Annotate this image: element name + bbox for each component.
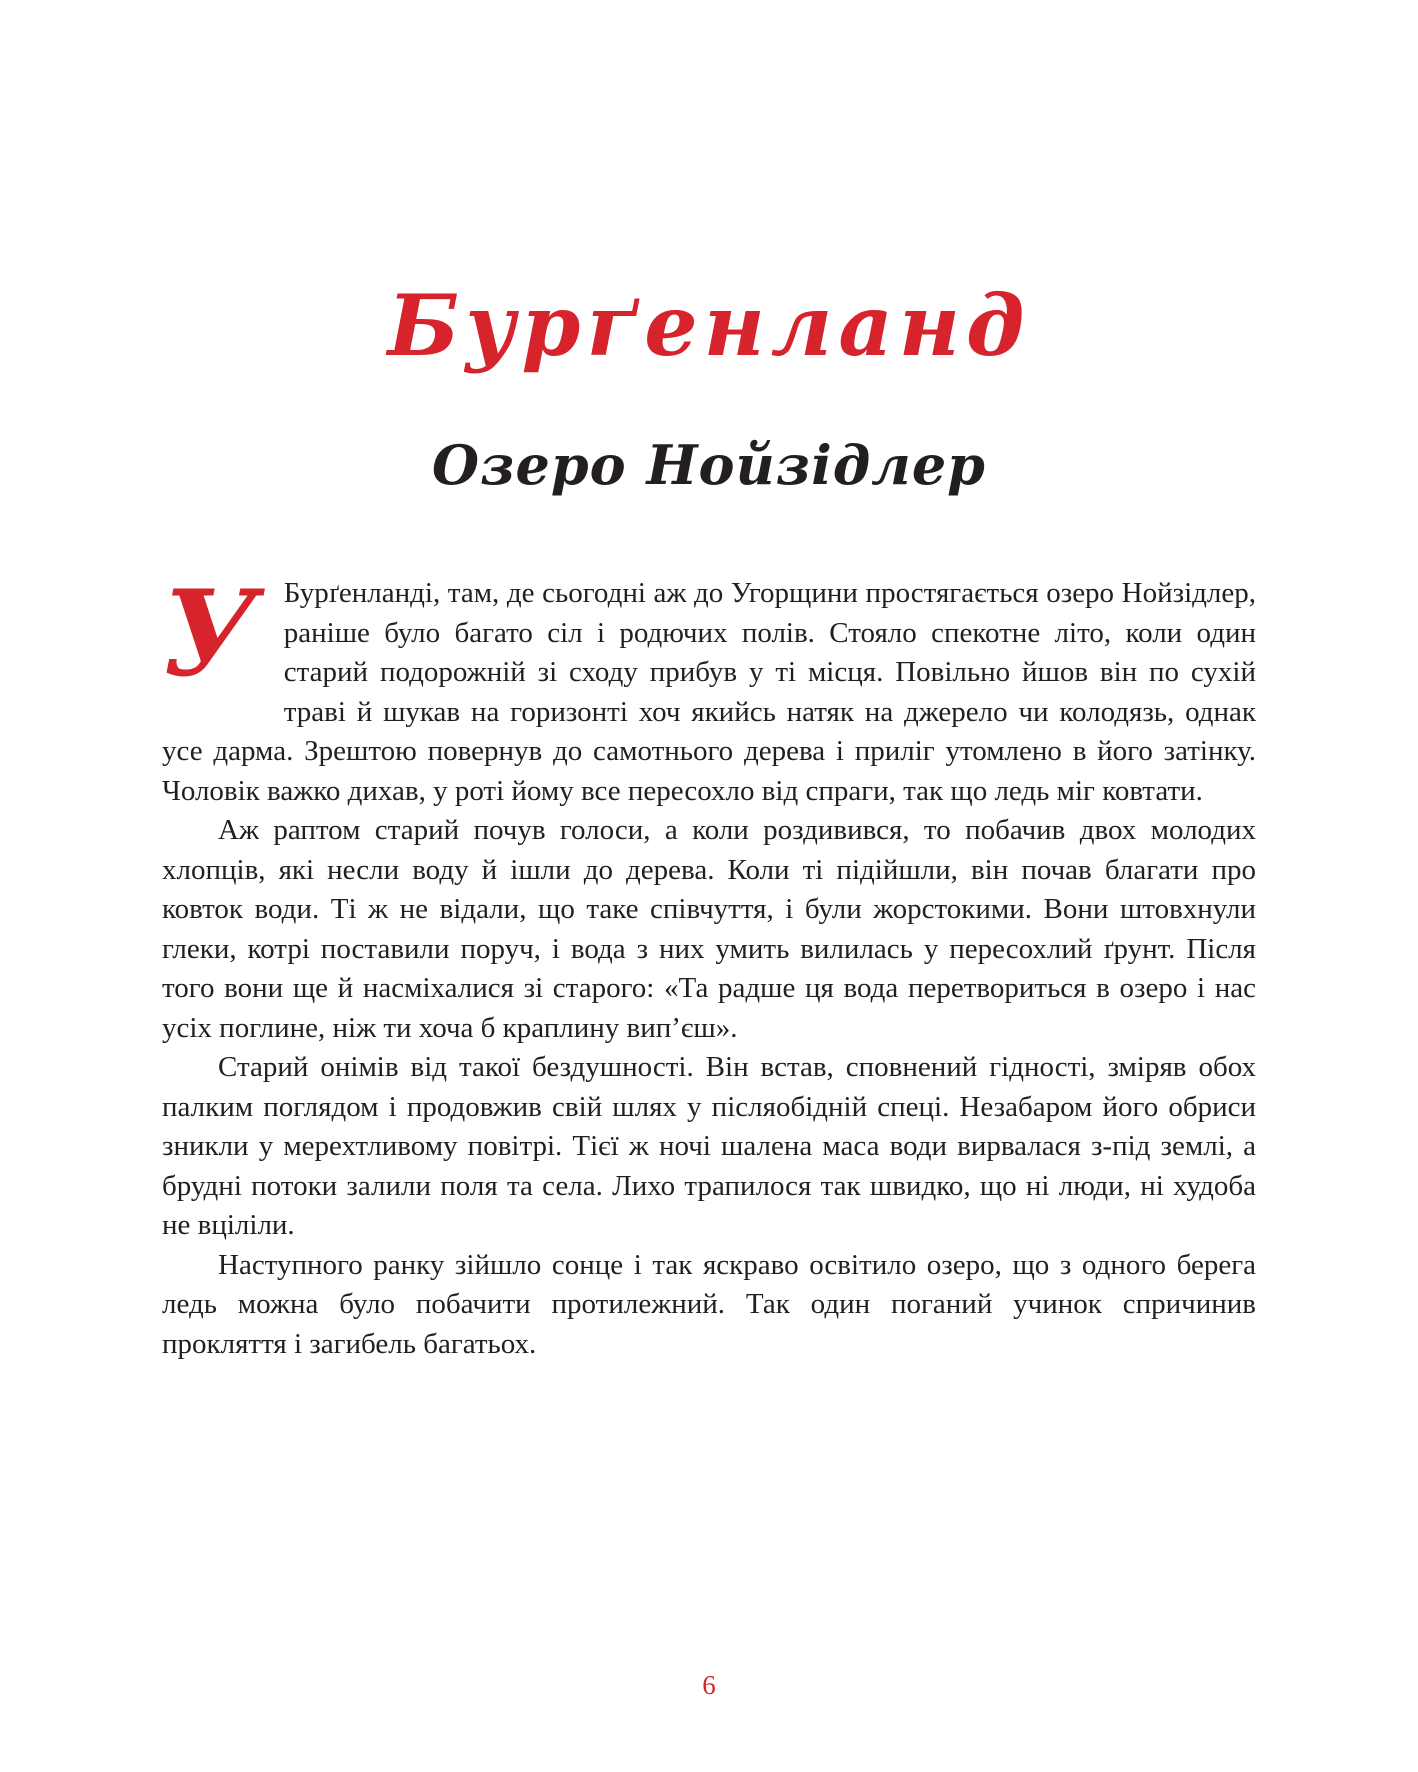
drop-cap-letter: У [162, 564, 258, 703]
region-title: Бурґенланд [387, 276, 1031, 375]
paragraph-3: Старий онімів від такої бездушності. Він встав, сповнений гідності, зміряв обох палким поглядом і продовжив свій шлях у післяобідній спеці. Незабаром його обриси зникли у мерехтливому повітрі. Тієї ж ночі шалена маса води вирвалася з-під землі, а брудні потоки залили поля та села. Лихо трапилося так швидко, що ні люди, ні худоба не вціліли. [162, 1051, 1256, 1241]
paragraph-1 [162, 564, 1256, 811]
story-title: Озеро Нойзідлер [432, 433, 986, 497]
paragraph-1-text: Бурґенланді, там, де сьогодні аж до Угорщини простягається озеро Нойзідлер, раніше було багато сіл і родючих полів. Стояло спекотне літо, коли один старий подорожній зі сходу прибув у ті місця. Повільно йшов він по сухій траві й шукав на горизонті хоч якийсь натяк на джерело чи колодязь, однак усе дарма. Зрештою повернув до самотнього дерева і приліг утомлено в його затінку. Чоловік важко дихав, у роті йому все пересохло від спраги, так що ледь міг ковтати. [162, 577, 1256, 807]
paragraph-2: Аж раптом старий почув голоси, а коли роздивився, то побачив двох молодих хлопців, які несли воду й ішли до дерева. Коли ті підійшли, він почав благати про ковток води. Ті ж не відали, що таке співчуття, і були жорстокими. Вони штовхнули глеки, котрі поставили поруч, і вода з них умить вилилась у пересохлий ґрунт. Після того вони ще й насміхалися зі старого: «Та радше ця вода перетвориться в озеро і нас усіх поглине, ніж ти хоча б краплину вип’єш». [162, 814, 1256, 1044]
story-body [162, 564, 1256, 1364]
paragraph-4: Наступного ранку зійшло сонце і так яскраво освітило озеро, що з одного берега ледь можна було побачити протилежний. Так один поганий учинок спричинив прокляття і загибель багатьох. [162, 1248, 1256, 1360]
page-number: 6 [702, 1670, 716, 1700]
